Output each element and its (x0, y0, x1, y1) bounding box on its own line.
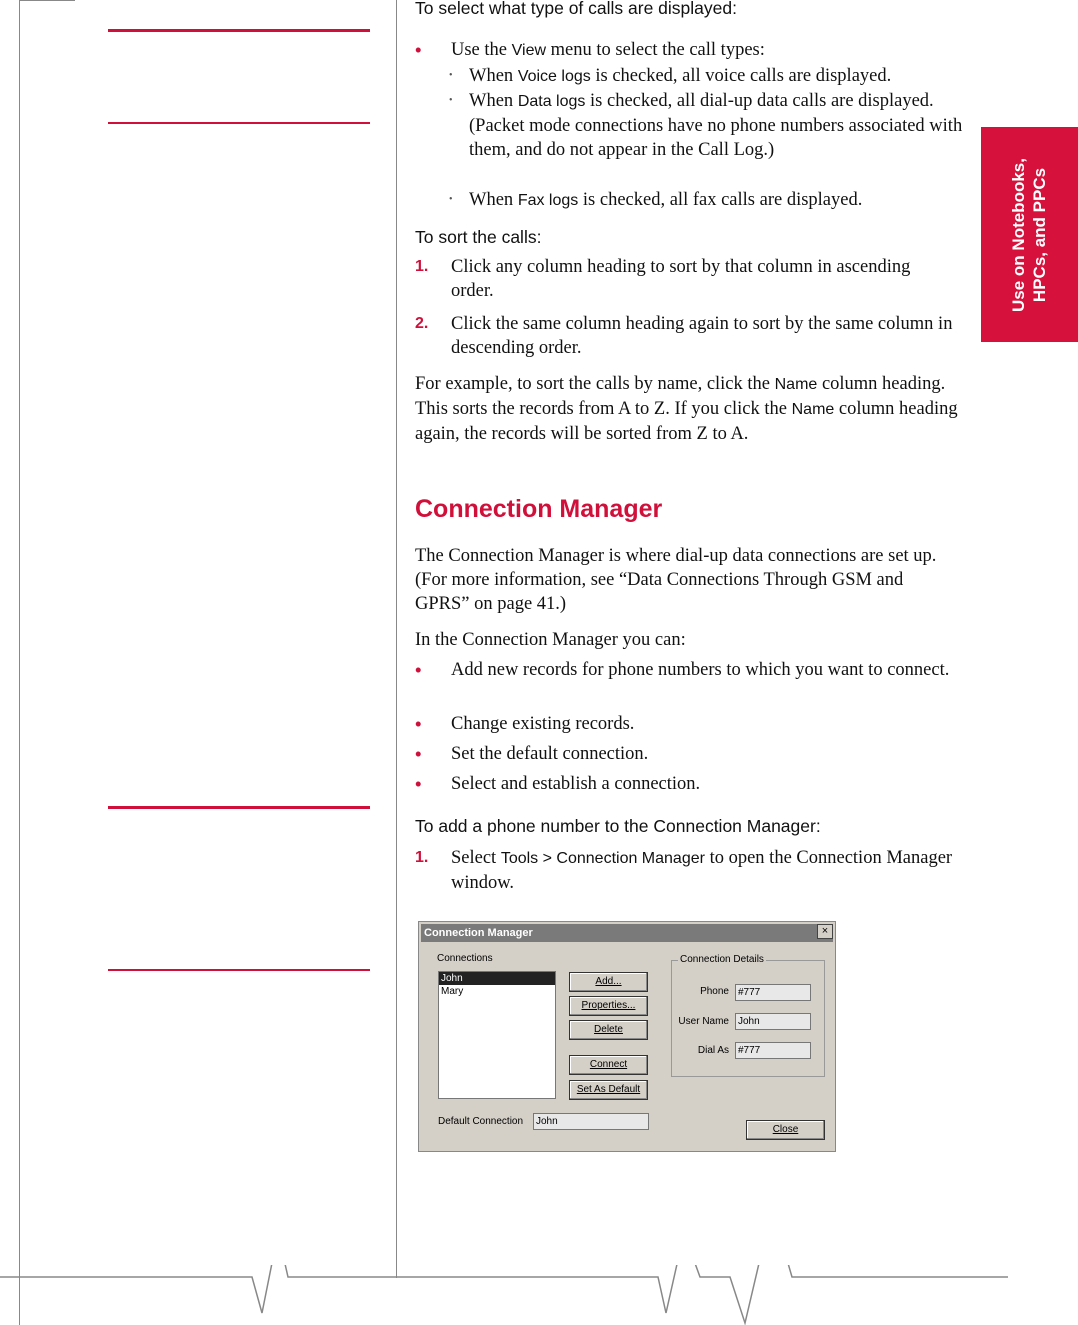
side-tab-line1: Use on Notebooks, (1009, 158, 1028, 312)
ui-term-voice-logs: Voice logs (517, 68, 591, 85)
close-button[interactable]: Close (746, 1120, 825, 1140)
bullet-marker: • (415, 773, 422, 794)
subbullet-marker: • (449, 70, 453, 81)
ui-term-data-logs: Data logs (517, 93, 586, 110)
properties-button[interactable]: Properties... (569, 996, 648, 1016)
subbullet-fax-logs: • When Fax logs is checked, all fax calls are displayed. (449, 190, 863, 210)
subbullet-marker: • (449, 194, 453, 205)
subbullet-marker: • (449, 95, 453, 106)
delete-button[interactable]: Delete (569, 1020, 648, 1040)
sort-example-paragraph: For example, to sort the calls by name, click the Name column heading. This sorts the records from A to Z. If you click the Name column heading again, the records will be sorted from Z to A. (415, 374, 958, 444)
add-phone-step-1: 1. Select Tools > Connection Manager to open the Connection Manager window. (415, 848, 953, 893)
top-left-frame-line (20, 0, 75, 1)
dial-as-field[interactable]: #777 (735, 1042, 811, 1059)
chapter-side-tab (981, 127, 1078, 342)
step-text: Click any column heading to sort by that column in ascending order. (451, 257, 911, 301)
footer-signal-path (0, 1265, 1008, 1323)
side-tab-text (1008, 158, 1050, 312)
margin-rule-1 (108, 29, 370, 32)
dialog-title-bar: Connection Manager (421, 924, 833, 942)
phone-field[interactable]: #777 (735, 984, 811, 1001)
subbullet-data-logs: • When Data logs is checked, all dial-up data calls are displayed. (Packet mode connections have no phone numbers associated with them, and do not appear in the Call Log.) (449, 91, 963, 160)
sort-step-2 (415, 312, 960, 360)
procedure-title-sort: To sort the calls: (415, 227, 542, 247)
bullet-marker: • (415, 39, 422, 60)
footer-signal-line (0, 1265, 1078, 1325)
column-divider-line (396, 0, 397, 1278)
dial-as-label: Dial As (697, 1045, 729, 1056)
connection-manager-intro: The Connection Manager is where dial-up data connections are set up. (For more information, see “Data Connections Through GSM and GPRS” on page 41.) (415, 546, 937, 614)
bullet-select-connection: • Select and establish a connection. (415, 773, 701, 794)
step-number: 2. (415, 315, 429, 332)
connection-manager-lead: In the Connection Manager you can: (415, 630, 686, 650)
section-heading-connection-manager: Connection Manager (415, 495, 663, 523)
subbullet-voice-logs: • When Voice logs is checked, all voice calls are displayed. (449, 66, 892, 86)
margin-rule-2 (108, 122, 370, 124)
connection-manager-dialog (418, 921, 836, 1152)
connections-list[interactable] (438, 971, 556, 1099)
add-button[interactable]: Add... (569, 972, 648, 992)
bullet-view-menu: • Use the View menu to select the call types: (415, 39, 765, 60)
ui-term-tools-menu: Tools > Connection Manager (500, 850, 705, 867)
left-frame-line (19, 0, 20, 1325)
list-item[interactable]: Mary (441, 986, 464, 997)
ui-term-fax-logs: Fax logs (517, 192, 579, 209)
phone-label: Phone (700, 986, 729, 997)
user-name-label: User Name (678, 1016, 729, 1027)
step-number: 1. (415, 258, 429, 275)
ui-term-name: Name (774, 376, 818, 393)
default-connection-label: Default Connection (438, 1116, 524, 1127)
bullet-add-records: • Add new records for phone numbers to which you want to connect. (415, 659, 950, 680)
default-connection-field[interactable]: John (533, 1113, 649, 1130)
side-tab-line2: HPCs, and PPCs (1030, 167, 1049, 303)
margin-rule-3 (108, 806, 370, 809)
ui-term-name: Name (791, 401, 835, 418)
set-as-default-button[interactable]: Set As Default (569, 1080, 648, 1100)
connection-details-label: Connection Details (680, 954, 764, 965)
step-number: 1. (415, 849, 429, 866)
procedure-title-add-phone: To add a phone number to the Connection Manager: (415, 816, 821, 836)
list-item[interactable]: John (439, 972, 555, 985)
bullet-set-default: • Set the default connection. (415, 743, 649, 764)
step-text: Click the same column heading again to sort by the same column in descending order. (451, 314, 953, 358)
connections-label: Connections (437, 953, 493, 964)
bullet-marker: • (415, 743, 422, 764)
connect-button[interactable]: Connect (569, 1055, 648, 1075)
margin-rule-4 (108, 969, 370, 971)
bullet-change-records: • Change existing records. (415, 713, 635, 734)
procedure-title-call-types: To select what type of calls are displayed: (415, 0, 737, 18)
ui-term-view: View (511, 42, 547, 59)
close-icon[interactable]: × (817, 924, 833, 939)
user-name-field[interactable]: John (735, 1013, 811, 1030)
sort-step-1 (415, 255, 915, 303)
bullet-marker: • (415, 659, 422, 680)
bullet-marker: • (415, 713, 422, 734)
